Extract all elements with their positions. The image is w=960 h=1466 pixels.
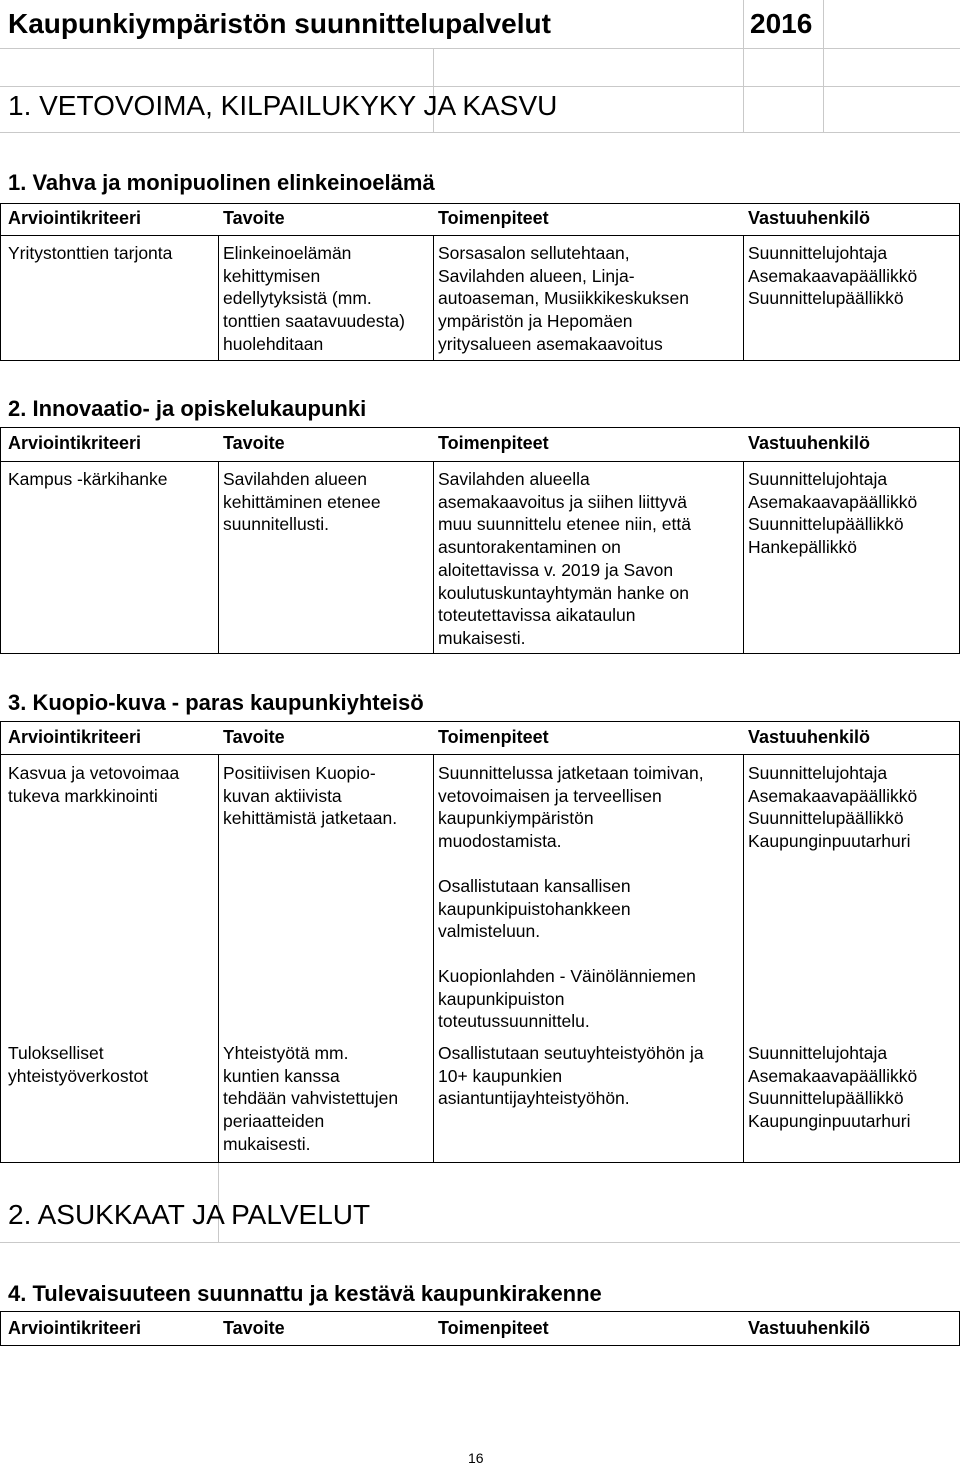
criteria-cell: Kampus -kärkihanke: [8, 469, 168, 489]
column-header-criteria: Arviointikriteeri: [8, 1318, 142, 1338]
responsible-cell: Suunnittelujohtaja Asemakaavapäällikkö Suunnittelupäällikkö: [748, 243, 918, 309]
responsible-cell: Suunnittelujohtaja Asemakaavapäällikkö Suunnittelupäällikkö Hankepällikkö: [748, 469, 918, 558]
column-header-criteria: Arviointikriteeri: [8, 208, 142, 228]
column-header-responsible: Vastuuhenkilö: [748, 727, 871, 747]
column-header-actions: Toimenpiteet: [438, 727, 549, 747]
goal-cell: Yhteistyötä mm. kuntien kanssa tehdään vahvistettujen periaatteiden mukaisesti.: [223, 1043, 399, 1154]
actions-cell: Sorsasalon sellutehtaan, Savilahden alueen, Linja- autoaseman, Musiikkikeskuksen ympäristön ja Hepomäen yritysalueen asemakaavoitus: [438, 243, 689, 354]
column-header-criteria: Arviointikriteeri: [8, 727, 142, 747]
actions-cell: Kuopionlahden - Väinölänniemen kaupunkipuiston toteutussuunnittelu.: [438, 966, 696, 1032]
column-header-goal: Tavoite: [223, 433, 285, 453]
column-header-responsible: Vastuuhenkilö: [748, 433, 871, 453]
column-header-responsible: Vastuuhenkilö: [748, 1318, 871, 1338]
responsible-cell: Suunnittelujohtaja Asemakaavapäällikkö Suunnittelupäällikkö Kaupunginpuutarhuri: [748, 763, 918, 852]
criteria-cell: Kasvua ja vetovoimaa tukeva markkinointi: [8, 763, 180, 806]
goal-cell: Elinkeinoelämän kehittymisen edellytyksistä (mm. tonttien saatavuudesta) huolehditaan: [223, 243, 405, 354]
goal-cell: Positiivisen Kuopio- kuvan aktiivista kehittämistä jatketaan.: [223, 763, 398, 829]
column-header-goal: Tavoite: [223, 1318, 285, 1338]
criteria-cell: Yritystonttien tarjonta: [8, 243, 173, 263]
page-title: Kaupunkiympäristön suunnittelupalvelut: [8, 8, 551, 39]
goal-heading-2: 2. Innovaatio- ja opiskelukaupunki: [8, 396, 367, 421]
section-heading-2: 2. ASUKKAAT JA PALVELUT: [8, 1199, 371, 1230]
column-header-goal: Tavoite: [223, 208, 285, 228]
column-header-criteria: Arviointikriteeri: [8, 433, 142, 453]
page-number: 16: [468, 1450, 484, 1466]
goal-heading-1: 1. Vahva ja monipuolinen elinkeinoelämä: [8, 170, 435, 195]
actions-cell: Osallistutaan seutuyhteistyöhön ja 10+ kaupunkien asiantuntijayhteistyöhön.: [438, 1043, 704, 1109]
goal-heading-3: 3. Kuopio-kuva - paras kaupunkiyhteisö: [8, 690, 424, 715]
responsible-cell: Suunnittelujohtaja Asemakaavapäällikkö Suunnittelupäällikkö Kaupunginpuutarhuri: [748, 1043, 918, 1132]
column-header-responsible: Vastuuhenkilö: [748, 208, 871, 228]
criteria-cell: Tulokselliset yhteistyöverkostot: [8, 1043, 149, 1086]
goal-heading-4: 4. Tulevaisuuteen suunnattu ja kestävä kaupunkirakenne: [8, 1281, 602, 1306]
column-header-actions: Toimenpiteet: [438, 433, 549, 453]
actions-cell: Osallistutaan kansallisen kaupunkipuistohankkeen valmisteluun.: [438, 876, 631, 942]
column-header-goal: Tavoite: [223, 727, 285, 747]
section-heading-1: 1. VETOVOIMA, KILPAILUKYKY JA KASVU: [8, 90, 558, 121]
actions-cell: Savilahden alueella asemakaavoitus ja siihen liittyvä muu suunnittelu etenee niin, että asuntorakentaminen on aloitettavissa v. 2019 ja Savon koulutuskuntayhtymän hanke on toteutettavissa aikataulun mukaisesti.: [438, 469, 691, 648]
actions-cell: Suunnittelussa jatketaan toimivan, vetovoimaisen ja terveellisen kaupunkiympäristön muodostamista.: [438, 763, 704, 852]
goal-cell: Savilahden alueen kehittäminen etenee suunnitellusti.: [223, 469, 381, 535]
column-header-actions: Toimenpiteet: [438, 1318, 549, 1338]
report-year: 2016: [750, 8, 813, 39]
column-header-actions: Toimenpiteet: [438, 208, 549, 228]
